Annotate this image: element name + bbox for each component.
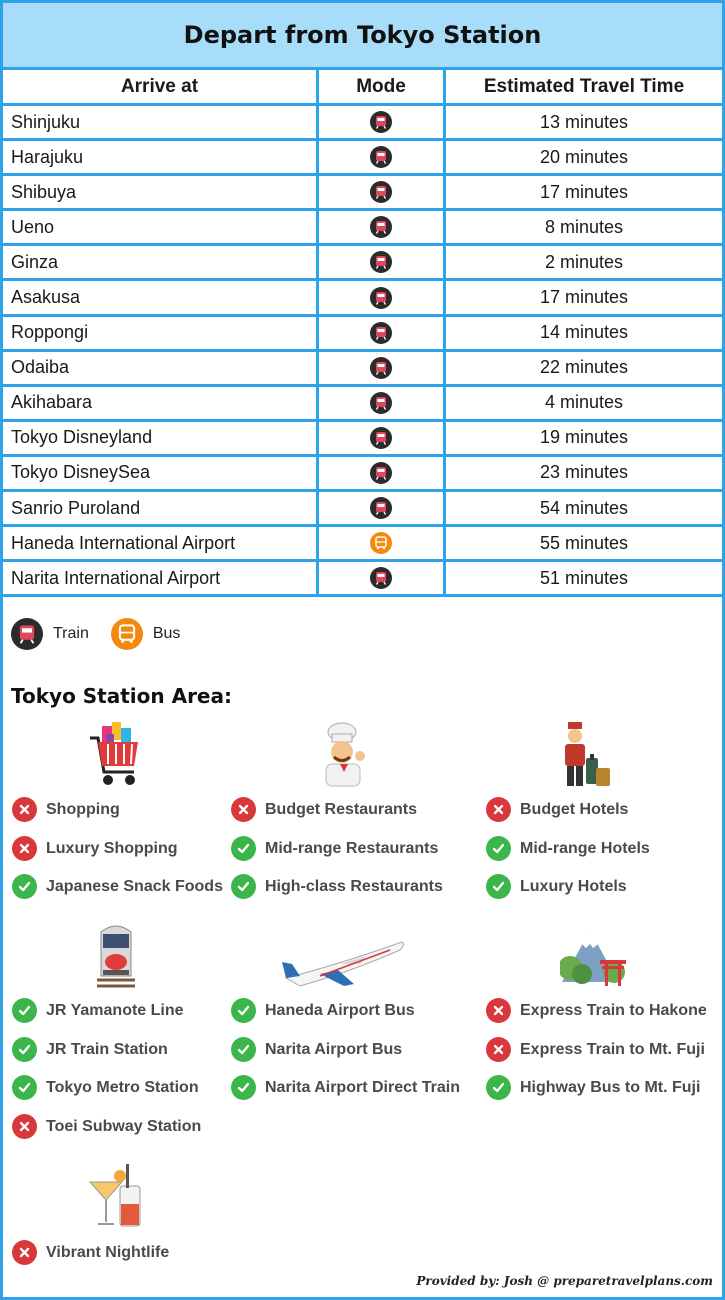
airport-amenity-item: [231, 998, 415, 1023]
amenity-label: Highway Bus to Mt. Fuji: [520, 1078, 701, 1096]
train-icon: [370, 287, 392, 309]
table-row: [3, 562, 722, 597]
train-illustration-icon: [93, 922, 139, 988]
check-icon: [486, 836, 511, 861]
amenity-label: Budget Restaurants: [265, 800, 418, 818]
mode-cell: [319, 422, 446, 454]
travel-time-cell: 13 minutes: [539, 111, 629, 132]
amenity-label: Mid-range Hotels: [520, 839, 650, 857]
amenity-label: High-class Restaurants: [265, 877, 443, 895]
travel-time-cell: 8 minutes: [544, 216, 624, 237]
train-icon: [370, 216, 392, 238]
table-row: [3, 176, 722, 211]
fuji-amenity-item: [486, 998, 707, 1023]
amenity-label: Vibrant Nightlife: [46, 1243, 170, 1261]
check-icon: [231, 998, 256, 1023]
destination-cell: Akihabara: [3, 387, 319, 419]
fuji-amenity-item: [486, 1037, 705, 1062]
chef-icon: [318, 722, 372, 788]
train-icon: [370, 322, 392, 344]
train-icon: [370, 567, 392, 589]
hotels-amenity-item: [486, 874, 627, 899]
shopping-amenity-item: [12, 836, 178, 861]
bus-icon: [111, 618, 143, 650]
destination-cell: Harajuku: [3, 141, 319, 173]
hotels-amenity-item: [486, 836, 650, 861]
cross-icon: [486, 1037, 511, 1062]
amenity-label: Express Train to Hakone: [520, 1001, 707, 1019]
table-row: [3, 457, 722, 492]
amenity-label: Budget Hotels: [520, 800, 629, 818]
travel-time-cell: 2 minutes: [544, 251, 624, 272]
rail-amenity-item: [12, 1114, 201, 1139]
cocktail-icon: [86, 1160, 146, 1230]
credit-text: Provided by: Josh @ preparetravelplans.com: [416, 1274, 713, 1288]
mt-fuji-icon: [560, 922, 632, 988]
train-icon: [370, 392, 392, 414]
restaurants-amenity-item: [231, 836, 438, 861]
area-title: Tokyo Station Area:: [11, 684, 232, 708]
destination-cell: Ginza: [3, 246, 319, 278]
destination-cell: Shinjuku: [3, 106, 319, 138]
mode-cell: [319, 492, 446, 524]
destination-cell: Asakusa: [3, 281, 319, 313]
mode-cell: [319, 246, 446, 278]
cross-icon: [486, 797, 511, 822]
amenity-label: Japanese Snack Foods: [46, 877, 223, 895]
cross-icon: [12, 797, 37, 822]
page-title: Depart from Tokyo Station: [3, 3, 722, 70]
table-row: [3, 317, 722, 352]
destination-cell: Ueno: [3, 211, 319, 243]
shopping-cart-icon: [88, 722, 142, 788]
check-icon: [231, 836, 256, 861]
restaurants-amenity-item: [231, 797, 417, 822]
table-row: [3, 352, 722, 387]
table-row: [3, 387, 722, 422]
travel-time-cell: 22 minutes: [539, 357, 629, 378]
travel-time-cell: 20 minutes: [539, 146, 629, 167]
mode-cell: [319, 352, 446, 384]
table-row: [3, 106, 722, 141]
amenity-label: Narita Airport Direct Train: [265, 1078, 461, 1096]
header-mode: Mode: [319, 70, 446, 103]
bus-icon: [370, 532, 392, 554]
hotels-amenity-item: [486, 797, 628, 822]
mode-cell: [319, 387, 446, 419]
table-header-row: [3, 70, 722, 106]
mode-cell: [319, 317, 446, 349]
destination-cell: Sanrio Puroland: [3, 492, 319, 524]
check-icon: [12, 874, 37, 899]
rail-amenity-item: [12, 1075, 199, 1100]
airport-amenity-item: [231, 1075, 460, 1100]
shopping-amenity-item: [12, 797, 120, 822]
mode-cell: [319, 457, 446, 489]
amenity-label: Narita Airport Bus: [265, 1040, 403, 1058]
amenity-label: Luxury Shopping: [46, 839, 178, 857]
mode-cell: [319, 141, 446, 173]
mode-cell: [319, 106, 446, 138]
amenity-label: Shopping: [46, 800, 120, 818]
destination-cell: Tokyo DisneySea: [3, 457, 319, 489]
travel-time-cell: 23 minutes: [539, 462, 629, 483]
travel-time-cell: 19 minutes: [539, 427, 629, 448]
amenity-label: Luxury Hotels: [520, 877, 627, 895]
table-row: [3, 492, 722, 527]
rail-amenity-item: [12, 1037, 168, 1062]
train-icon: [370, 497, 392, 519]
table-row: [3, 211, 722, 246]
table-row: [3, 422, 722, 457]
travel-time-cell: 55 minutes: [539, 532, 629, 553]
check-icon: [486, 1075, 511, 1100]
check-icon: [12, 998, 37, 1023]
travel-time-cell: 17 minutes: [539, 181, 629, 202]
train-icon: [370, 357, 392, 379]
table-row: [3, 281, 722, 316]
mode-legend: [11, 618, 202, 650]
table-row: [3, 141, 722, 176]
restaurants-amenity-item: [231, 874, 443, 899]
amenity-label: Toei Subway Station: [46, 1117, 202, 1135]
travel-time-cell: 54 minutes: [539, 497, 629, 518]
bellhop-icon: [558, 722, 614, 788]
mode-cell: [319, 281, 446, 313]
rail-amenity-item: [12, 998, 184, 1023]
train-icon: [370, 146, 392, 168]
amenity-label: Tokyo Metro Station: [46, 1078, 199, 1096]
amenity-label: Express Train to Mt. Fuji: [520, 1040, 705, 1058]
header-travel-time: Estimated Travel Time: [483, 75, 685, 97]
travel-time-cell: 4 minutes: [544, 392, 624, 413]
fuji-amenity-item: [486, 1075, 700, 1100]
table-row: [3, 527, 722, 562]
amenity-label: Haneda Airport Bus: [265, 1001, 415, 1019]
check-icon: [231, 1075, 256, 1100]
check-icon: [12, 1075, 37, 1100]
amenity-label: Mid-range Restaurants: [265, 839, 439, 857]
train-icon: [370, 111, 392, 133]
mode-cell: [319, 527, 446, 559]
travel-time-table: [3, 70, 722, 597]
table-row: [3, 246, 722, 281]
destination-cell: Tokyo Disneyland: [3, 422, 319, 454]
cross-icon: [12, 1240, 37, 1265]
train-icon: [11, 618, 43, 650]
destination-cell: Shibuya: [3, 176, 319, 208]
train-icon: [370, 462, 392, 484]
legend-train-label: Train: [53, 625, 89, 642]
train-icon: [370, 251, 392, 273]
legend-bus-label: Bus: [152, 625, 181, 642]
destination-cell: Narita International Airport: [3, 562, 319, 594]
destination-cell: Roppongi: [3, 317, 319, 349]
train-icon: [370, 181, 392, 203]
header-arrive-at: Arrive at: [3, 70, 319, 103]
destination-cell: Odaiba: [3, 352, 319, 384]
airplane-icon: [280, 934, 406, 990]
nightlife-amenity-item: [12, 1240, 169, 1265]
travel-time-cell: 51 minutes: [539, 567, 629, 588]
train-icon: [370, 427, 392, 449]
cross-icon: [12, 836, 37, 861]
amenity-label: JR Yamanote Line: [46, 1001, 184, 1019]
check-icon: [231, 1037, 256, 1062]
amenity-label: JR Train Station: [46, 1040, 168, 1058]
cross-icon: [486, 998, 511, 1023]
mode-cell: [319, 211, 446, 243]
check-icon: [231, 874, 256, 899]
mode-cell: [319, 562, 446, 594]
destination-cell: Haneda International Airport: [3, 527, 319, 559]
cross-icon: [12, 1114, 37, 1139]
check-icon: [12, 1037, 37, 1062]
airport-amenity-item: [231, 1037, 402, 1062]
check-icon: [486, 874, 511, 899]
mode-cell: [319, 176, 446, 208]
shopping-amenity-item: [12, 874, 223, 899]
cross-icon: [231, 797, 256, 822]
travel-time-cell: 14 minutes: [539, 322, 629, 343]
travel-time-cell: 17 minutes: [539, 287, 629, 308]
